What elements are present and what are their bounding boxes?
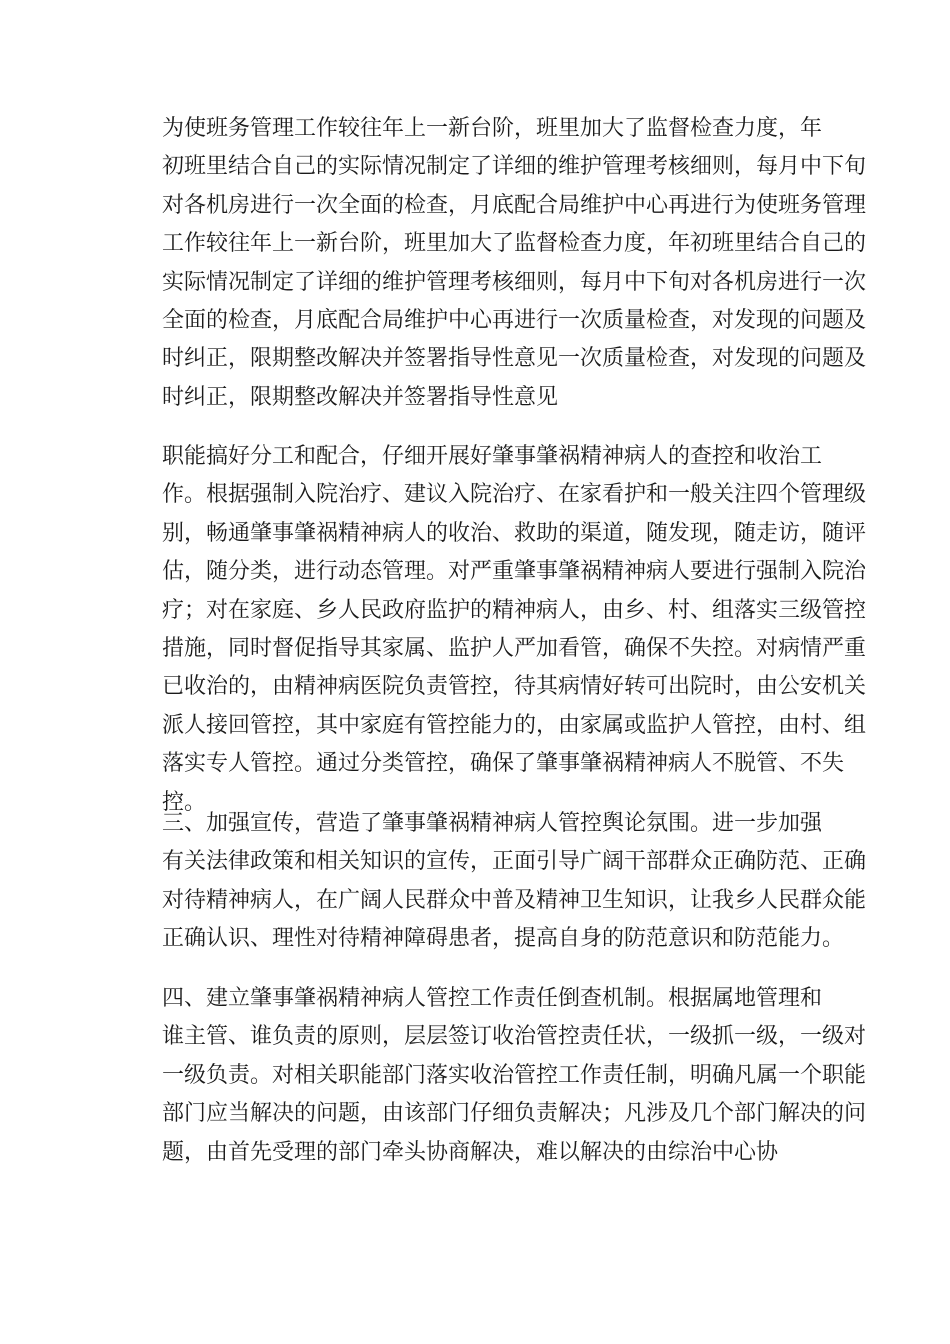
paragraph-accountability (117, 980, 867, 1172)
text-line: 疗；对在家庭、乡人民政府监护的精神病人，由乡、村、组落实三级管控 (162, 597, 867, 623)
text-line: 落实专人管控。通过分类管控，确保了肇事肇祸精神病人不脱管、不失 (162, 751, 845, 777)
text-line: 措施，同时督促指导其家属、监护人严加看管，确保不失控。对病情严重 (162, 636, 867, 662)
text-line: 一级负责。对相关职能部门落实收治管控工作责任制，明确凡属一个职能 (162, 1062, 867, 1088)
paragraph-maintenance-management (117, 110, 867, 417)
text-line: 对待精神病人，在广阔人民群众中普及精神卫生知识，让我乡人民群众能 (162, 887, 867, 913)
text-line: 正确认识、理性对待精神障碍患者，提高自身的防范意识和防范能力。 (162, 926, 845, 952)
text-line: 派人接回管控，其中家庭有管控能力的，由家属或监护人管控，由村、组 (162, 712, 867, 738)
text-line: 时纠正，限期整改解决并签署指导性意见 (162, 384, 559, 410)
text-line: 为使班务管理工作较往年上一新台阶，班里加大了监督检查力度，年 (162, 116, 823, 141)
text-line: 题，由首先受理的部门牵头协商解决，难以解决的由综治中心协 (162, 1139, 779, 1165)
text-line: 时纠正，限期整改解决并签署指导性意见一次质量检查，对发现的问题及 (162, 346, 867, 372)
text-line: 作。根据强制入院治疗、建议入院治疗、在家看护和一般关注四个管理级 (162, 482, 867, 508)
text-line: 有关法律政策和相关知识的宣传，正面引导广阔干部群众正确防范、正确 (162, 849, 867, 875)
text-line: 对各机房进行一次全面的检查，月底配合局维护中心再进行为使班务管理 (162, 192, 867, 218)
text-line: 实际情况制定了详细的维护管理考核细则，每月中下旬对各机房进行一次 (162, 269, 867, 295)
document-page (117, 110, 867, 1172)
text-line: 初班里结合自己的实际情况制定了详细的维护管理考核细则，每月中下旬 (162, 154, 867, 180)
text-line: 四、建立肇事肇祸精神病人管控工作责任倒查机制。根据属地管理和 (162, 986, 823, 1011)
paragraph-publicity (117, 805, 867, 959)
text-line: 全面的检查，月底配合局维护中心再进行一次质量检查，对发现的问题及 (162, 308, 867, 334)
text-line: 控。 (162, 789, 207, 815)
text-line: 估，随分类，进行动态管理。对严重肇事肇祸精神病人要进行强制入院治 (162, 559, 867, 585)
text-line: 工作较往年上一新台阶，班里加大了监督检查力度，年初班里结合自己的 (162, 231, 867, 257)
text-line: 职能搞好分工和配合，仔细开展好肇事肇祸精神病人的查控和收治工 (162, 444, 823, 469)
paragraph-division-of-work (117, 438, 867, 815)
text-line: 已收治的，由精神病医院负责管控，待其病情好转可出院时，由公安机关 (162, 674, 867, 700)
text-line: 三、加强宣传，营造了肇事肇祸精神病人管控舆论氛围。进一步加强 (162, 811, 823, 836)
text-line: 部门应当解决的问题，由该部门仔细负责解决；凡涉及几个部门解决的问 (162, 1101, 867, 1127)
text-line: 别，畅通肇事肇祸精神病人的收治、救助的渠道，随发现，随走访，随评 (162, 520, 867, 546)
text-line: 谁主管、谁负责的原则，层层签订收治管控责任状，一级抓一级，一级对 (162, 1024, 867, 1050)
